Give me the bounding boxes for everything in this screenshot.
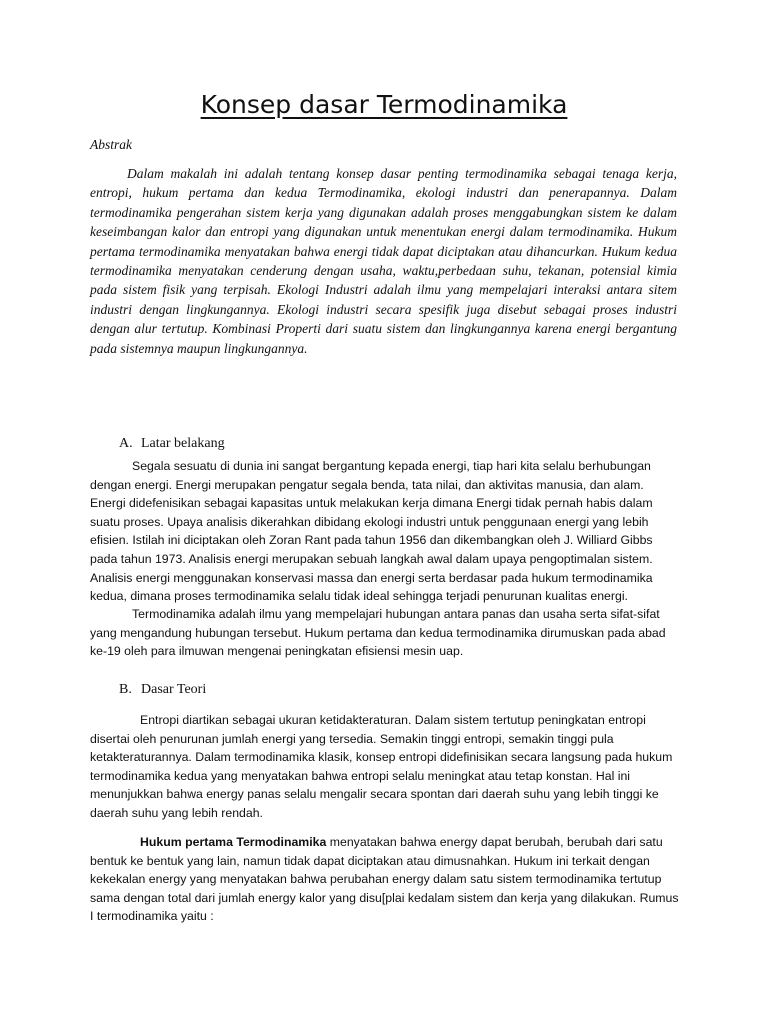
section-a-paragraph-2-text: Termodinamika adalah ilmu yang mempelajari hubungan antara panas dan usaha serta sifat-sifat yang mengandung hubungan tersebut. Hukum pertama dan kedua termodinamika dirumuskan pada abad ke-19 oleh para ilmuwan mengenai peningkatan efisiensi mesin uap.	[90, 607, 666, 659]
section-a-title: Latar belakang	[141, 436, 225, 451]
document-title: Konsep dasar Termodinamika	[200, 90, 568, 119]
section-b-paragraph-2-text: menyatakan bahwa energy dapat berubah, berubah dari satu bentuk ke bentuk yang lain, namun tidak dapat diciptakan atau dimusnahkan. Hukum ini terkait dengan kekekalan energy yang menyatakan bahwa perubahan energy dalam satu sistem termodinamika tertutup sama dengan total dari jumlah energy kalor yang disu[plai kedalam sistem dan kerja yang dilakukan. Rumus I termodinamika yaitu :	[90, 835, 679, 924]
abstract-text: Dalam makalah ini adalah tentang konsep dasar penting termodinamika sebagai tenaga kerja, entropi, hukum pertama dan kedua Termodinamika, ekologi industri dan penerapannya. Dalam termodinamika pengerahan sistem kerja yang digunakan adalah proses menggabungkan sistem ke dalam keseimbangan kalor dan entropi yang digunakan untuk menentukan energi dalam termodinamika. Hukum pertama termodinamika menyatakan bahwa energi tidak dapat diciptakan atau dihancurkan. Hukum kedua termodinamika menyatakan cenderung dengan usaha, waktu,perbedaan suhu, tekanan, potensial kimia pada sistem fisik yang terpisah. Ekologi Industri adalah ilmu yang mempelajari interaksi antara sitem industri dengan lingkungannya. Ekologi industri secara spesifik juga disebut sebagai proses industri dengan alur tertutup. Kombinasi Properti dari suatu sistem dan lingkungannya karena energi bergantung pada sistemnya maupun lingkungannya.	[90, 166, 677, 356]
entropi-lead: Entropi	[140, 713, 179, 727]
section-b-paragraph-1	[90, 711, 680, 823]
abstract-label: Abstrak	[90, 137, 132, 152]
section-b-title: Dasar Teori	[141, 682, 207, 697]
section-a-heading	[119, 436, 225, 452]
section-b-paragraph-2	[90, 833, 680, 926]
section-b-heading	[119, 682, 206, 698]
hukum-pertama-lead: Hukum pertama Termodinamika	[140, 835, 327, 849]
section-b-letter: B.	[119, 682, 132, 697]
section-a-letter: A.	[119, 436, 133, 451]
section-a-paragraph-1-text: Segala sesuatu di dunia ini sangat bergantung kepada energi, tiap hari kita selalu berhubungan dengan energi. Energi merupakan pengatur segala benda, tata nilai, dan aktivitas manusia, dan alam. Energi didefenisikan sebagai kapasitas untuk melakukan kerja dimana Energi tidak pernah habis dalam suatu proses. Upaya analisis dikerahkan dibidang ekologi industri untuk penggunaan energi yang lebih efisien. Istilah ini diciptakan oleh Zoran Rant pada tahun 1956 dan dikembangkan oleh J. Williard Gibbs pada tahun 1973. Analisis energi merupakan sebuah langkah awal dalam upaya pengoptimalan sistem. Analisis energi menggunakan konservasi massa dan energi serta berdasar pada hukum termodinamika kedua, dimana proses termodinamika selalu tidak ideal sehingga terjadi penurunan kualitas energi.	[90, 459, 653, 604]
section-b-paragraph-1-text: diartikan sebagai ukuran ketidakteraturan. Dalam sistem tertutup peningkatan entropi disertai oleh penurunan jumlah energi yang tersedia. Semakin tinggi entropi, semakin tinggi pula ketakteraturannya. Dalam termodinamika klasik, konsep entropi didefinisikan secara langsung pada hukum termodinamika kedua yang menyatakan bahwa entropi selalu meningkat atau tetap konstan. Hal ini menunjukkan bahwa energy panas selalu mengalir secara spontan dari daerah suhu yang lebih tinggi ke daerah suhu yang lebih rendah.	[90, 713, 673, 820]
section-a-paragraph-1	[90, 457, 680, 606]
section-a-paragraph-2	[90, 605, 680, 661]
